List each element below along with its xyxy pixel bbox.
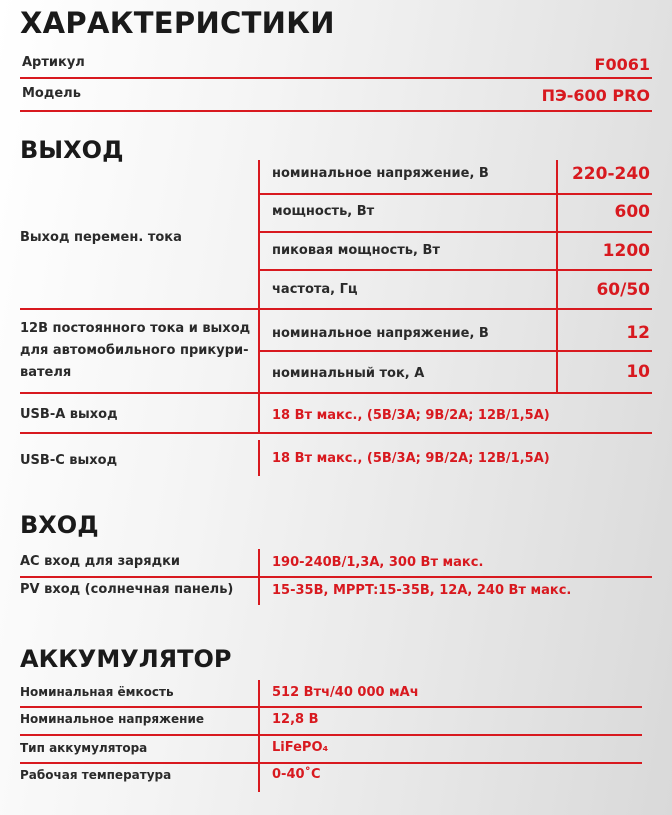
input-value: 15-35В, MPPT:15-35В, 12А, 240 Вт макс.: [272, 583, 572, 598]
divider: [20, 392, 652, 394]
input-heading: ВХОД: [20, 511, 99, 539]
divider: [20, 734, 642, 736]
output-heading: ВЫХОД: [20, 136, 124, 164]
model-label: Модель: [22, 86, 81, 101]
divider: [20, 77, 652, 79]
usb-a-label: USB-A выход: [20, 407, 118, 422]
dc-param-label: номинальное напряжение, В: [272, 326, 489, 341]
dc-output-label: 12В постоянного тока и выход для автомобильного прикури- вателя: [20, 321, 251, 380]
dc-param-value: 10: [626, 362, 650, 382]
input-label: PV вход (солнечная панель): [20, 582, 234, 597]
battery-label: Тип аккумулятора: [20, 741, 148, 755]
divider: [258, 680, 260, 792]
divider: [258, 440, 260, 476]
divider: [258, 231, 652, 233]
ac-param-label: пиковая мощность, Вт: [272, 243, 440, 258]
divider: [20, 110, 652, 112]
divider: [258, 160, 260, 308]
ac-param-label: номинальное напряжение, В: [272, 166, 489, 181]
usb-c-value: 18 Вт макс., (5В/3А; 9В/2А; 12В/1,5А): [272, 451, 550, 466]
battery-heading: АККУМУЛЯТОР: [20, 645, 232, 673]
ac-output-label: Выход перемен. тока: [20, 230, 182, 245]
usb-a-value: 18 Вт макс., (5В/3А; 9В/2А; 12В/1,5А): [272, 408, 550, 423]
ac-param-value: 1200: [602, 241, 650, 261]
dc-param-value: 12: [626, 323, 650, 343]
divider: [556, 160, 558, 308]
battery-value: 0-40˚С: [272, 767, 321, 782]
ac-param-value: 600: [614, 202, 650, 222]
divider: [20, 706, 642, 708]
model-value: ПЭ-600 PRO: [541, 86, 650, 105]
page-title: ХАРАКТЕРИСТИКИ: [20, 6, 335, 40]
battery-label: Рабочая температура: [20, 768, 172, 782]
ac-param-label: частота, Гц: [272, 282, 358, 297]
battery-label: Номинальное напряжение: [20, 712, 205, 726]
input-value: 190-240В/1,3А, 300 Вт макс.: [272, 555, 484, 570]
ac-param-value: 220-240: [571, 164, 650, 184]
divider: [258, 269, 652, 271]
divider: [20, 432, 652, 434]
ac-param-label: мощность, Вт: [272, 204, 375, 219]
battery-value: LiFePO₄: [272, 740, 329, 755]
battery-value: 512 Втч/40 000 мАч: [272, 685, 419, 700]
article-value: F0061: [594, 55, 650, 74]
ac-param-value: 60/50: [596, 280, 650, 300]
divider: [258, 392, 260, 432]
input-label: AC вход для зарядки: [20, 554, 180, 569]
divider: [258, 350, 652, 352]
dc-param-label: номинальный ток, А: [272, 366, 425, 381]
usb-c-label: USB-C выход: [20, 453, 118, 468]
divider: [20, 576, 652, 578]
divider: [20, 762, 642, 764]
battery-label: Номинальная ёмкость: [20, 685, 174, 699]
divider: [258, 193, 652, 195]
article-label: Артикул: [22, 55, 85, 70]
battery-value: 12,8 В: [272, 712, 319, 727]
